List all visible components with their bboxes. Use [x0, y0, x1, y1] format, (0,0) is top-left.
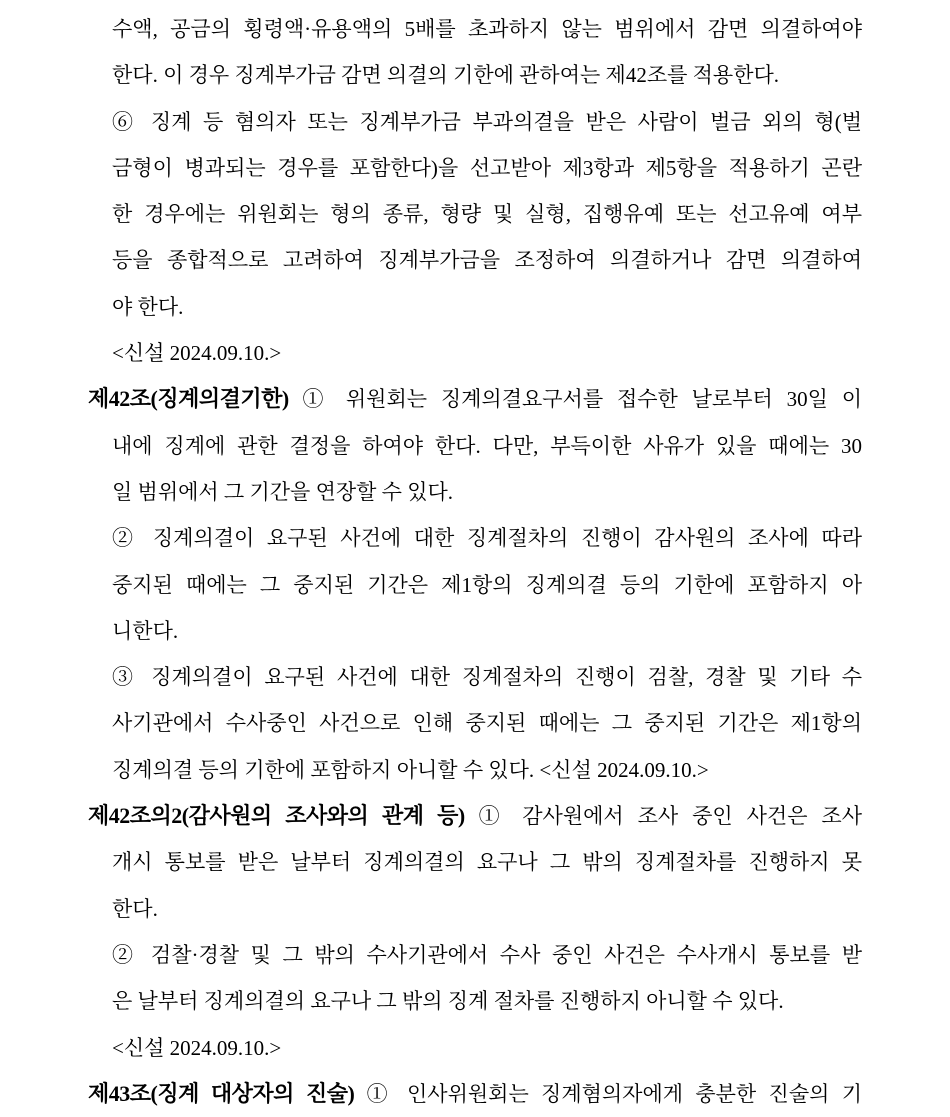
text-line: 은 날부터 징계의결의 요구나 그 밖의 징계 절차를 진행하지 아니할 수 있다. [112, 989, 784, 1014]
text-line: 금형이 병과되는 경우를 포함한다)을 선고받아 제3항과 제5항을 적용하기 곤란 [112, 155, 862, 180]
text-line: 일 범위에서 그 기간을 연장할 수 있다. [112, 479, 454, 504]
text-line: ② 검찰·경찰 및 그 밖의 수사기관에서 수사 중인 사건은 수사개시 통보를 받 [112, 942, 862, 967]
text-line: 등을 종합적으로 고려하여 징계부가금을 조정하여 의결하거나 감면 의결하여 [112, 248, 862, 273]
text-line: <신설 2024.09.10.> [112, 341, 282, 366]
text-line: 중지된 때에는 그 중지된 기간은 제1항의 징계의결 등의 기한에 포함하지 아 [112, 572, 862, 597]
text-line: 한 경우에는 위원회는 형의 종류, 형량 및 실형, 집행유예 또는 선고유예 여부 [112, 202, 862, 227]
text-line: ② 징계의결이 요구된 사건에 대한 징계절차의 진행이 감사원의 조사에 따라 [112, 526, 862, 551]
text-line: 야 한다. [112, 294, 184, 319]
article-line: 제42조의2(감사원의 조사와의 관계 등) ① 감사원에서 조사 중인 사건은 조사 [88, 803, 862, 829]
article-heading: 제42조의2(감사원의 조사와의 관계 등) [88, 803, 465, 829]
text-line: 한다. 이 경우 징계부가금 감면 의결의 기한에 관하여는 제42조를 적용한다. [112, 63, 780, 88]
article-line: 제42조(징계의결기한) ① 위원회는 징계의결요구서를 접수한 날로부터 30일 이 [88, 386, 862, 412]
text-line: 징계의결 등의 기한에 포함하지 아니할 수 있다. <신설 2024.09.10.> [112, 757, 709, 782]
article-line: 제43조(징계 대상자의 진술) ① 인사위원회는 징계혐의자에게 충분한 진술의 기 [88, 1080, 862, 1106]
article-heading: 제43조(징계 대상자의 진술) [88, 1080, 355, 1106]
text-line: 수액, 공금의 횡령액·유용액의 5배를 초과하지 않는 범위에서 감면 의결하여야 [112, 17, 862, 41]
article-heading: 제42조(징계의결기한) [88, 386, 289, 412]
text-line: <신설 2024.09.10.> [112, 1035, 282, 1060]
text-line: 사기관에서 수사중인 사건으로 인해 중지된 때에는 그 중지된 기간은 제1항의 [112, 711, 862, 736]
text-line: 니한다. [112, 618, 179, 643]
document-body [88, 6, 862, 1117]
text-line: 개시 통보를 받은 날부터 징계의결의 요구나 그 밖의 징계절차를 진행하지 못 [112, 850, 862, 875]
text-line: 한다. [112, 896, 158, 921]
text-line: ⑥ 징계 등 혐의자 또는 징계부가금 부과의결을 받은 사람이 벌금 외의 형(벌 [112, 109, 862, 134]
text-line: ③ 징계의결이 요구된 사건에 대한 징계절차의 진행이 검찰, 경찰 및 기타 수 [112, 665, 862, 690]
text-line: 내에 징계에 관한 결정을 하여야 한다. 다만, 부득이한 사유가 있을 때에는 30 [112, 433, 862, 458]
